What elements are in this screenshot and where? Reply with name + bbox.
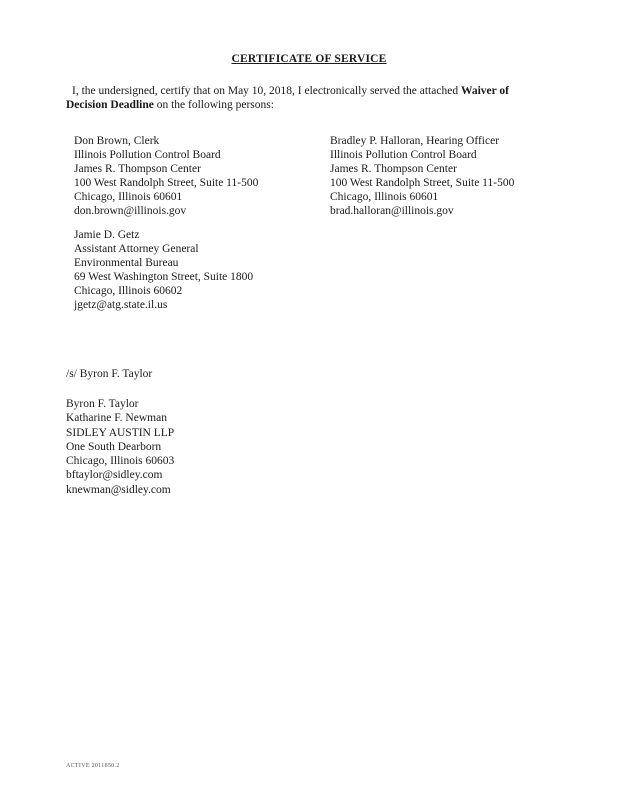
- email-address: jgetz@atg.state.il.us: [74, 299, 168, 311]
- document-id-footer: ACTIVE 2011850.2: [66, 763, 120, 769]
- address-line: 69 West Washington Street, Suite 1800: [74, 271, 254, 283]
- address-line: Illinois Pollution Control Board: [330, 149, 477, 161]
- intro-line-2: [66, 98, 566, 112]
- address-line: Assistant Attorney General: [74, 243, 199, 255]
- intro-line-1-text: I, the undersigned, certify that on May 10, 2018, I electronically served the attached: [72, 85, 461, 97]
- address-line: Environmental Bureau: [74, 257, 179, 269]
- recipient-clerk: [74, 134, 258, 218]
- address-line: James R. Thompson Center: [74, 163, 201, 175]
- address-line: 100 West Randolph Street, Suite 11-500: [74, 177, 259, 189]
- signer-line: One South Dearborn: [66, 440, 162, 453]
- address-line: Chicago, Illinois 60601: [330, 191, 439, 203]
- address-line: Don Brown, Clerk: [74, 135, 160, 147]
- address-line: 100 West Randolph Street, Suite 11-500: [330, 177, 515, 189]
- intro-line-2-text: on the following persons:: [153, 99, 274, 111]
- signer-block: [66, 397, 174, 497]
- firm-name: SIDLEY AUSTIN LLP: [66, 426, 175, 439]
- document-title: CERTIFICATE OF SERVICE: [231, 53, 387, 65]
- address-line: Jamie D. Getz: [74, 229, 140, 241]
- recipient-attorney-general: [74, 228, 253, 312]
- email-address: don.brown@illinois.gov: [74, 205, 187, 217]
- email-address: bftaylor@sidley.com: [66, 469, 163, 482]
- address-line: Bradley P. Halloran, Hearing Officer: [330, 135, 500, 147]
- address-line: Chicago, Illinois 60601: [74, 191, 183, 203]
- email-address: brad.halloran@illinois.gov: [330, 205, 454, 217]
- address-line: James R. Thompson Center: [330, 163, 457, 175]
- address-line: Chicago, Illinois 60602: [74, 285, 183, 297]
- email-address: knewman@sidley.com: [66, 483, 171, 496]
- electronic-signature: /s/ Byron F. Taylor: [66, 368, 153, 380]
- signer-line: Katharine F. Newman: [66, 412, 167, 425]
- address-line: Illinois Pollution Control Board: [74, 149, 221, 161]
- intro-line-1-bold: Waiver of: [460, 85, 509, 97]
- recipient-hearing-officer: [330, 134, 514, 218]
- signer-line: Byron F. Taylor: [66, 398, 139, 410]
- signer-line: Chicago, Illinois 60603: [66, 455, 175, 468]
- intro-line-1: [66, 84, 566, 98]
- intro-line-2-bold: Decision Deadline: [66, 99, 154, 111]
- intro-paragraph: [66, 84, 566, 112]
